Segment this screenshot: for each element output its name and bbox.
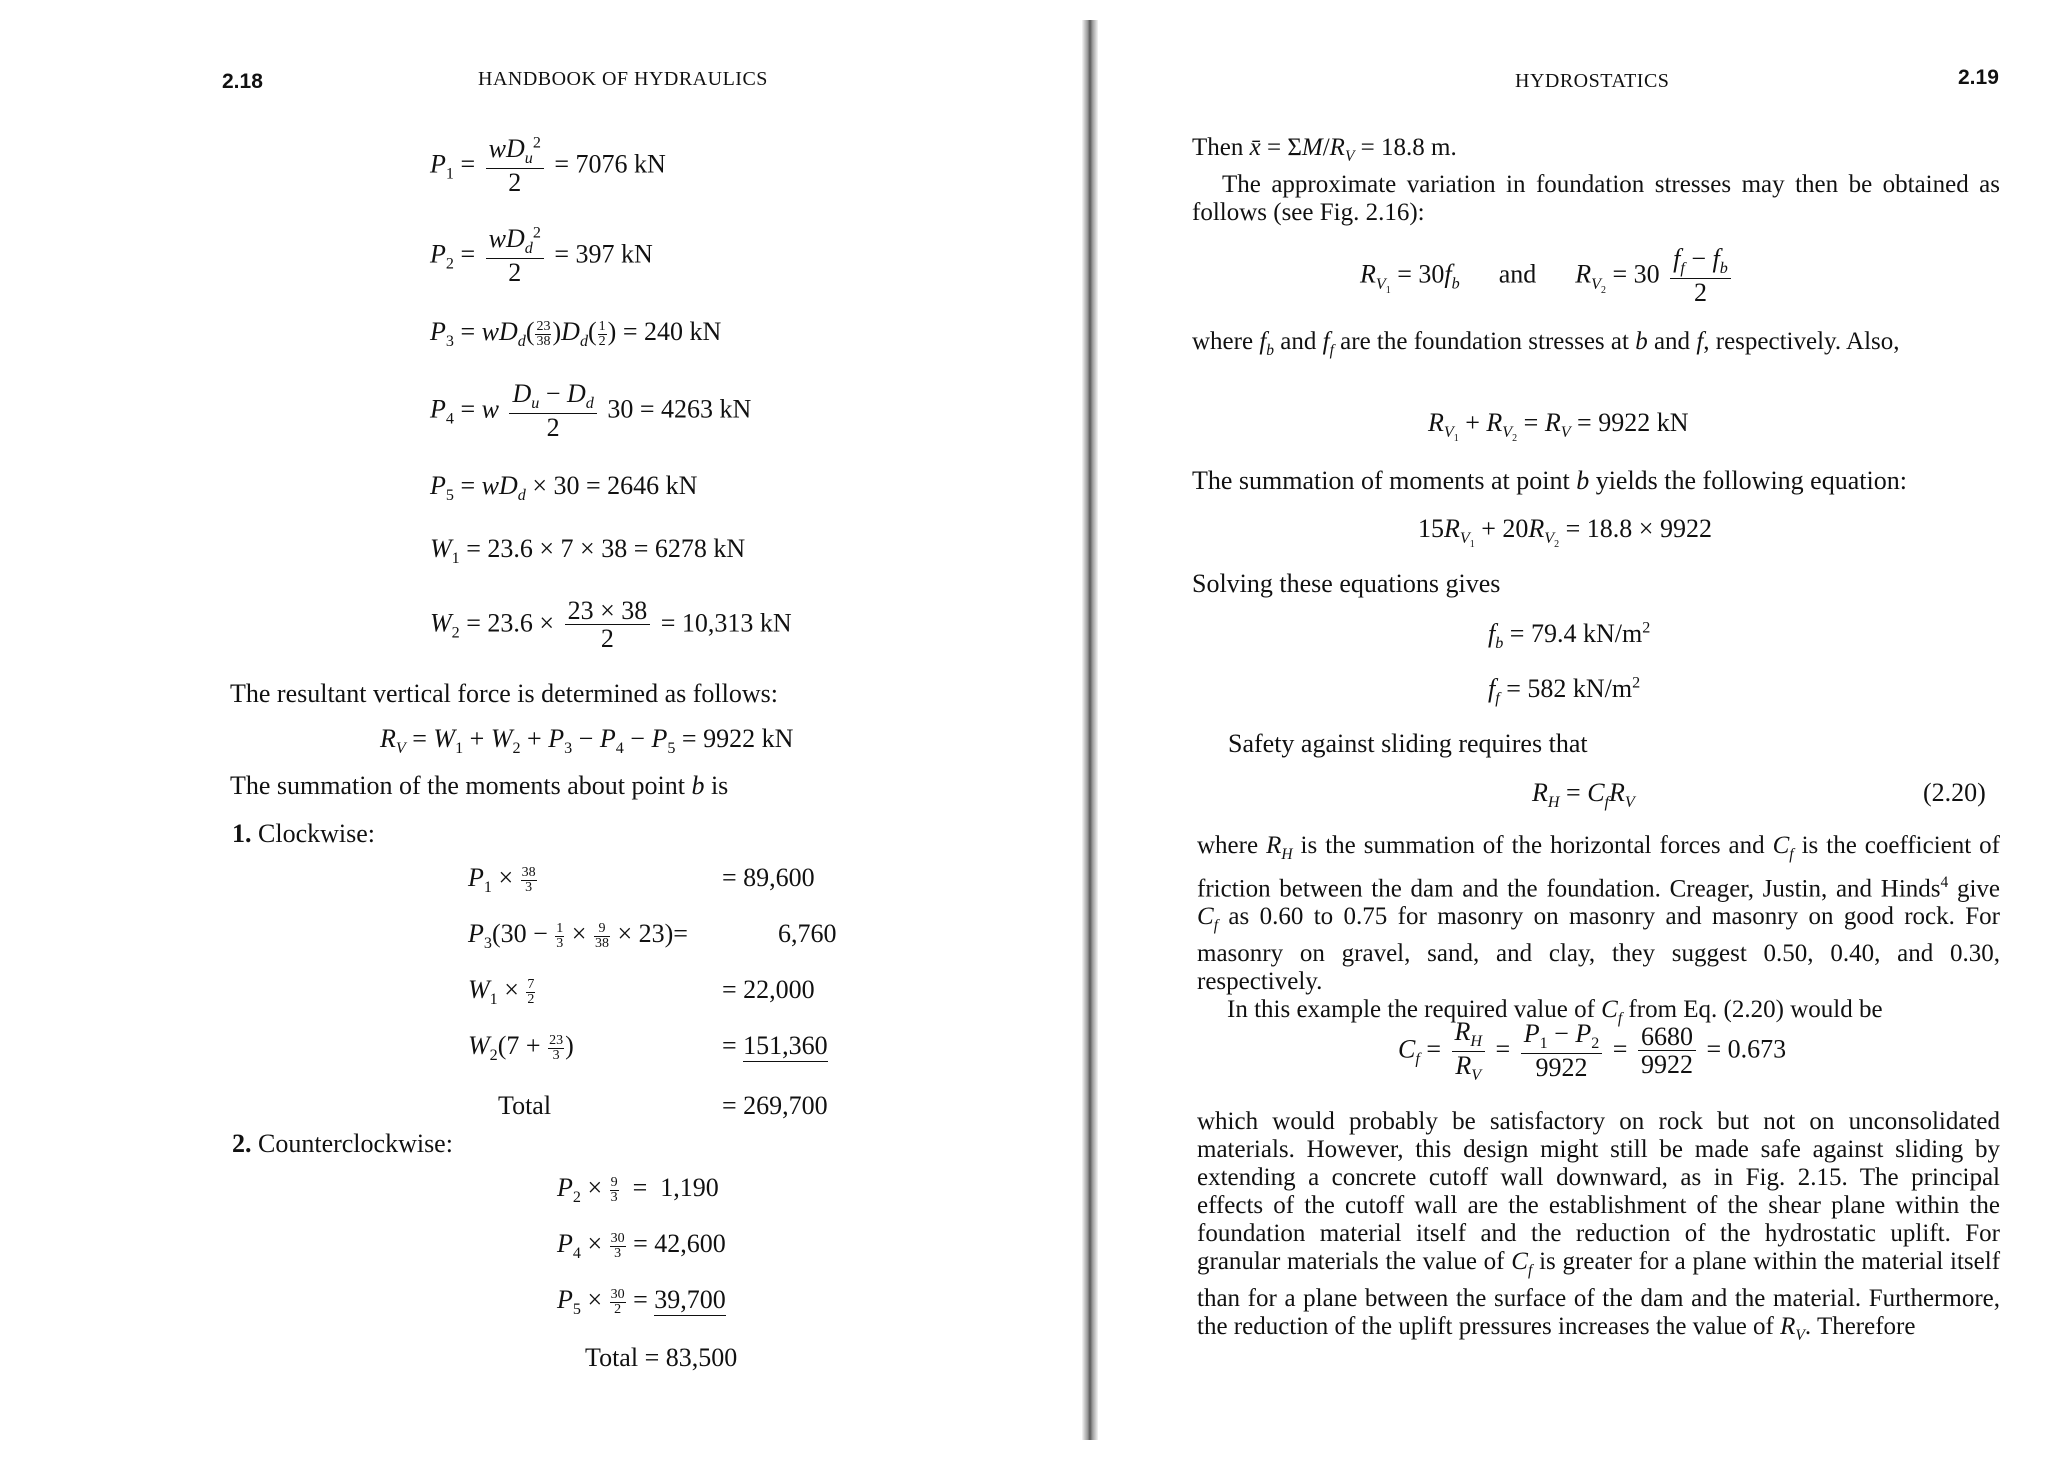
safety-text: Safety against sliding requires that — [1228, 729, 1588, 758]
cw-row-1-term: $P_1$ × $\frac{38}{3}$ — [468, 863, 536, 897]
ccw-row-2-value: 42,600 — [654, 1229, 726, 1258]
equation-fb: $f_b = 79.4$ $kN/m^2$ — [1488, 619, 1651, 653]
cw-row-4-value: = 151,360 — [722, 1031, 828, 1060]
approx-text: The approximate variation in foundation stresses may then be obtained as follows (see Fig. 2.16): — [1192, 171, 2000, 226]
equation-p5: $P_5 = wD_d \times 30 = 2646$ kN — [430, 471, 698, 505]
ccw-heading — [232, 1128, 453, 1159]
final-text-1: which would probably be satisfactory on rock but not on unconsolidated materials. However, this design might still be made safe against sliding by extending a concrete cutoff wall downward, as in Fig. 2.15. The principal effects of the cutoff wall are the establishment of the shear plane within the foundation material itself and the reduction of the hydrostatic uplift. For granular materials the value of — [1197, 1108, 2000, 1275]
ccw-row-1: $P_2$ × $\frac{9}{3}$ = 1,190 — [557, 1173, 719, 1207]
p1-result: = 7076 kN — [554, 149, 666, 179]
page-number: 2.18 — [222, 70, 263, 93]
ccw-label: Counterclockwise: — [258, 1129, 453, 1158]
clockwise-label: Clockwise: — [258, 819, 375, 848]
where-text: are the foundation stresses at — [1340, 328, 1629, 355]
equation-p1: $P_1$ = $\frac{wD_u^2}{2}$ = 7076 kN — [430, 134, 666, 198]
moments-tail: yields the following equation: — [1595, 466, 1907, 495]
equation-ff: $f_f = 582$ $kN/m^2$ — [1488, 674, 1641, 708]
cw-total-value: = 269,700 — [722, 1091, 828, 1120]
friction-text-1: is the summation of the horizontal forces and — [1300, 832, 1765, 859]
equation-number: (2.20) — [1923, 778, 1986, 807]
fb-value: = 79.4 kN/m — [1509, 619, 1643, 648]
moments-text — [230, 770, 728, 801]
cw-total-label: Total — [498, 1091, 552, 1120]
equation-p2: $P_2$ = $\frac{wD_d^2}{2}$ = 397 kN — [430, 224, 653, 288]
p3-result: = 240 kN — [622, 317, 722, 346]
final-text-3: . Therefore — [1804, 1313, 1916, 1340]
ccw-total — [585, 1342, 737, 1373]
clockwise-heading — [232, 818, 375, 849]
ccw-row-3: $P_5$ × $\frac{30}{2}$ = 39,700 — [557, 1285, 726, 1319]
cw-row-1-value: = 89,600 — [722, 863, 815, 892]
p4-result: 30 = 4263 kN — [607, 394, 752, 424]
friction-text-4: as 0.60 to 0.75 for masonry on masonry and masonry on good rock. For masonry on gravel, sand, and clay, they suggest 0.50, 0.40, and 0.30, respectively. — [1197, 903, 2001, 996]
ccw-row-3-value: 39,700 — [654, 1285, 726, 1314]
resultant-text: The resultant vertical force is determined as follows: — [230, 679, 778, 708]
equation-p3: $P_3 = wD_d$( $\frac{23}{38}$ )$D_d$( $\frac{1}{2}$ ) = 240 kN — [430, 317, 722, 351]
cw-row-2-value: 6,760 — [778, 919, 837, 948]
where-paragraph: where $f_b$ and $f_f$ are the foundation stresses at b and f, respectively. Also, — [1192, 328, 1900, 359]
p5-result: = 2646 kN — [585, 471, 698, 500]
example-text: In this example the required value of — [1227, 996, 1595, 1024]
cw-row-4-number: 151,360 — [743, 1031, 828, 1060]
w1-expression: = 23.6 × 7 × 38 = 6278 kN — [466, 534, 746, 563]
ccw-row-2: $P_4$ × $\frac{30}{3}$ = 42,600 — [557, 1229, 726, 1263]
sum-rv-value: = 9922 kN — [1577, 408, 1689, 437]
p2-result: = 397 kN — [554, 239, 653, 269]
equation-rv: $R_V = W_1 + W_2 + P_3 - P_4 - P_5 = 9922$ kN — [380, 724, 794, 758]
ccw-row-1-value: 1,190 — [660, 1173, 719, 1202]
cf-result: = 0.673 — [1706, 1034, 1787, 1064]
equation-w2: $W_2 = 23.6$ × $\frac{23 \times 38}{2}$ = 10,313 kN — [430, 596, 792, 654]
equation-sum-rv: $R_{V_1} + R_{V_2} = R_V = 9922$ kN — [1428, 408, 1689, 445]
equation-p4: $P_4 = w$ $\frac{D_u - D_d}{2}$ 30 = 4263 kN — [430, 379, 752, 443]
ccw-total-label: Total — [585, 1343, 639, 1372]
equation-2-20: $R_H = C_fR_V$ — [1532, 778, 1635, 812]
cf-denominator-2: 9922 — [1640, 1050, 1693, 1080]
cf-numerator-2: 6680 — [1638, 1023, 1696, 1051]
ff-value: = 582 kN/m — [1506, 674, 1633, 703]
moments-sentence: The summation of the moments about point — [230, 771, 685, 800]
cw-row-4-term: $W_2(7$ + $\frac{23}{3}$ ) — [468, 1031, 574, 1065]
cw-row-2-term: $P_3(30$ − $\frac{1}{3}$ × $\frac{9}{38}$ × 23)= — [468, 919, 688, 953]
ccw-total-value: = 83,500 — [644, 1343, 738, 1372]
friction-text-3: give — [1956, 875, 2001, 903]
cw-row-3-term: $W_1$ × $\frac{7}{2}$ — [468, 975, 535, 1009]
solving-text: Solving these equations gives — [1192, 569, 1501, 598]
clockwise-number: 1. — [232, 819, 252, 848]
final-text-2: is greater for a plane within the material itself than for a plane between the surface of the dam and the material. Furthermore, the reduction of the uplift pressures increases the value of — [1197, 1248, 2001, 1340]
moments-is: is — [710, 771, 729, 800]
running-head: HANDBOOK OF HYDRAULICS — [478, 68, 768, 90]
w2-numerator: 23 × 38 — [565, 597, 651, 625]
intro-paragraph — [1192, 134, 2000, 227]
final-paragraph: which would probably be satisfactory on rock but not on unconsolidated materials. However, this design might still be made safe against sliding by extending a concrete cutoff wall downward, as in Fig. 2.15. The principal effects of the cutoff wall are the establishment of the shear plane within the foundation material itself and the reduction of the hydrostatic uplift. For granular materials the value of $C_f$ is greater for a plane within the material itself than for a plane between the surface of the dam and the material. Furthermore, the reduction of the uplift pressures increases the value of $R_V$. Therefore — [1197, 1108, 2001, 1344]
book-gutter — [1082, 20, 1098, 1440]
moments-sentence: The summation of moments at point b yields the following equation: — [1192, 466, 1907, 495]
equation-w1: $W_1 = 23.6 \times 7 \times 38 = 6278$ kN — [430, 534, 746, 568]
page-number: 2.19 — [1958, 66, 1999, 89]
moment-eq-rhs: = 18.8 × 9922 — [1565, 514, 1712, 543]
moments-text: The summation of moments at point — [1192, 466, 1570, 495]
ccw-number: 2. — [232, 1129, 252, 1158]
cw-row-3-value: = 22,000 — [722, 975, 815, 1004]
equation-moments: $15R_{V_1} + 20R_{V_2} = 18.8 \times 9922$ — [1418, 514, 1712, 551]
equation-rv1-rv2: $R_{V_1} = 30f_b$ and $R_{V_2} = 30$ $\frac{f_f - f_b}{2}$ — [1360, 245, 1735, 308]
friction-text-2: is the coefficient of friction between the dam and the foundation. Creager, Justin, and Hinds — [1197, 832, 2001, 903]
respectively-text: respectively. Also, — [1715, 328, 1900, 355]
running-head: HYDROSTATICS — [1515, 70, 1670, 92]
friction-paragraph: where $R_H$ is the summation of the horizontal forces and $C_f$ is the coefficient of friction between the dam and the foundation. Creager, Justin, and Hinds$^4$ give $C_f$ as 0.60 to 0.75 for masonry on masonry and masonry on good rock. For masonry on gravel, sand, and clay, they suggest 0.50, 0.40, and 0.30, respectively. In this example the required value of $C_f$ from Eq. (2.20) would be — [1197, 832, 2001, 1028]
then-value: = 18.8 m. — [1360, 134, 1457, 161]
w2-denominator: 2 — [600, 624, 614, 654]
moments-point: b — [691, 771, 705, 800]
right-page — [1115, 0, 2048, 1461]
rv-result: = 9922 kN — [681, 724, 794, 753]
cf-denominator-1: 9922 — [1535, 1053, 1588, 1083]
then-line: Then x̄ = $\Sigma M/R_V = 18.8$ m. — [1192, 134, 1457, 165]
and-word: and — [1498, 259, 1537, 289]
equation-cf: $C_f$ = $\frac{R_H}{R_V}$ = $\frac{P_1 - P_2}{9922}$ = $\frac{6680}{9922}$ = 0.673 — [1398, 1017, 1787, 1085]
w2-result: = 10,313 kN — [660, 608, 792, 638]
example-tail: from Eq. (2.20) would be — [1628, 996, 1883, 1024]
